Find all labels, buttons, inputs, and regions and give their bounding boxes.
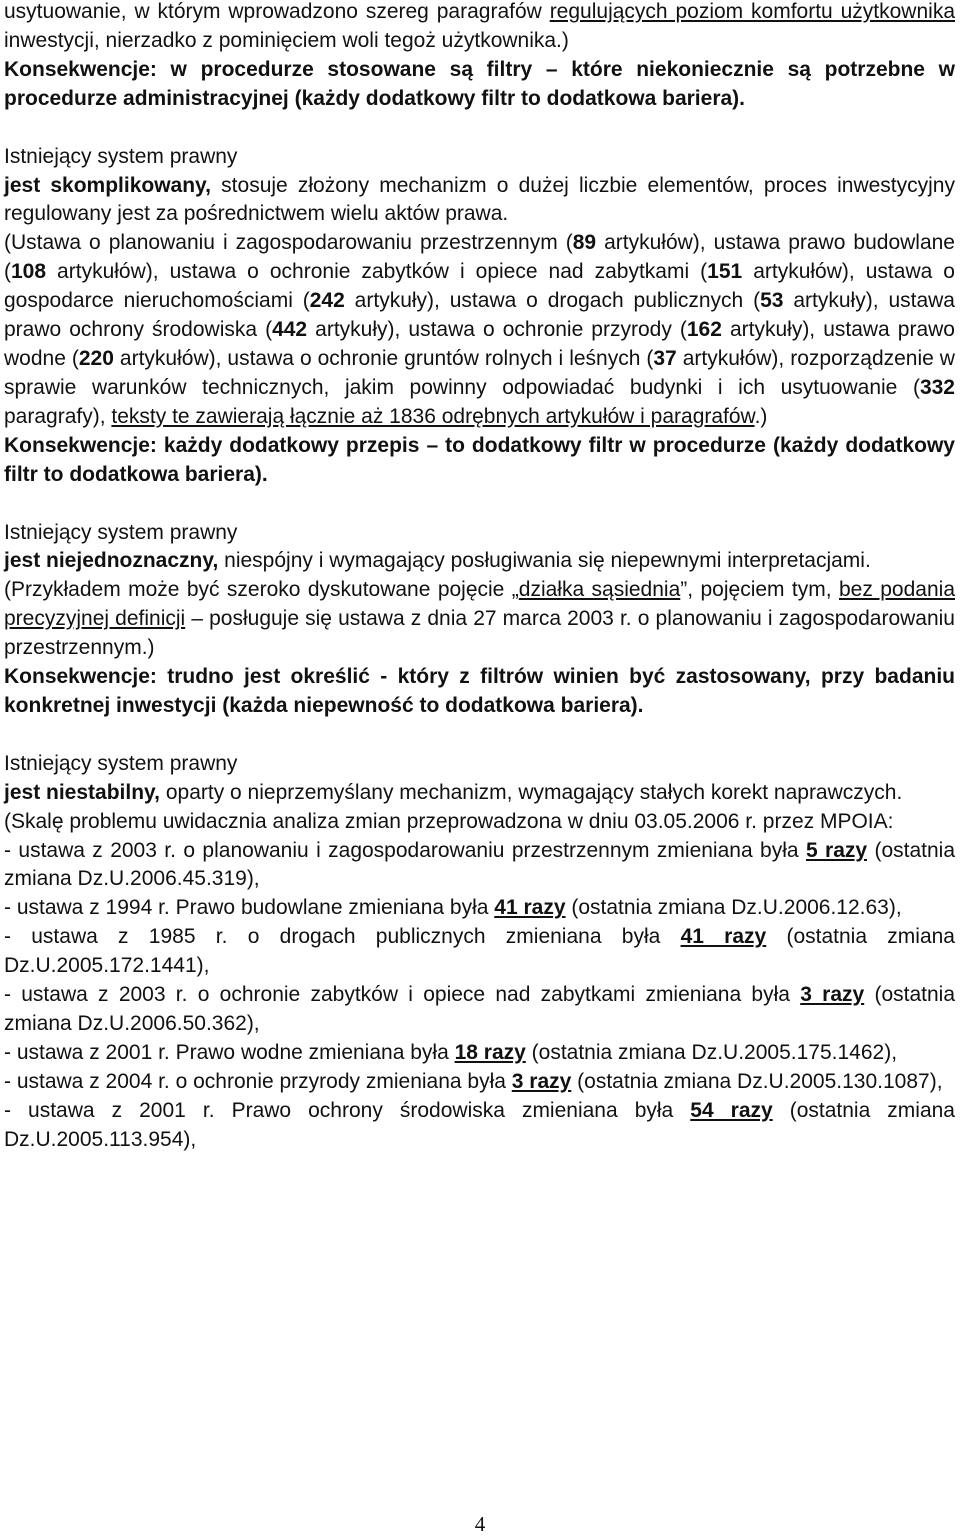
- text-run: usytuowanie, w którym wprowadzono szereg paragrafów: [4, 0, 550, 23]
- changes-list: [4, 837, 955, 1155]
- text-run: - ustawa z 2001 r. Prawo ochrony środowiska zmieniana była: [4, 1098, 691, 1122]
- acts-list: [4, 231, 955, 427]
- text-run: - ustawa z 1994 r. Prawo budowlane zmieniana była: [4, 896, 495, 920]
- article-count: 37: [653, 346, 677, 370]
- page-number: 4: [474, 1512, 486, 1536]
- section-heading-unstable: Istniejący system prawny: [4, 751, 238, 775]
- amendment-count: 3 razy: [511, 1069, 572, 1093]
- lead-rest: stosuje złożony mechanizm o dużej liczbie elementów, proces inwestycyjny regulowany jest za pośrednictwem wielu aktów prawa.: [4, 173, 955, 226]
- article-count: 162: [686, 318, 722, 342]
- article-count: 89: [572, 231, 597, 255]
- text-run: (Przykładem może być szeroko dyskutowane pojęcie „: [4, 578, 519, 602]
- intro-paragraph: [4, 0, 955, 56]
- act-item-unit: artykułów),: [742, 260, 866, 284]
- article-count: 442: [272, 318, 308, 342]
- act-item-unit: artykułów),: [46, 260, 170, 284]
- change-item: [4, 1097, 955, 1155]
- text-run: inwestycji, nierzadko z pominięciem woli tegoż użytkownika.): [4, 28, 569, 52]
- act-item-unit: artykułów),: [113, 346, 228, 370]
- text-run: .): [754, 404, 768, 428]
- change-item: [4, 1068, 955, 1097]
- amendment-count: 3 razy: [800, 983, 865, 1007]
- article-count: 151: [707, 260, 743, 284]
- act-item-unit: artykuły),: [783, 289, 889, 313]
- text-run: - ustawa z 2003 r. o planowaniu i zagospodarowaniu przestrzennym zmieniana była: [4, 838, 806, 862]
- underlined-phrase: bez podania precyzyjnej definicji: [4, 578, 955, 631]
- changes-intro: (Skalę problemu uwidacznia analiza zmian przeprowadzona w dniu 03.05.2006 r. przez MPOIA:: [4, 809, 894, 833]
- act-item-unit: paragrafy),: [4, 404, 112, 428]
- section-gap: [4, 721, 955, 750]
- amendment-count: 18 razy: [454, 1040, 526, 1064]
- consequence-3: Konsekwencje: trudno jest określić - który z filtrów winien być zastosowany, przy badaniu konkretnej inwestycji (każda niepewność to dodatkowa bariera).: [4, 665, 955, 717]
- act-item-unit: artykułów),: [676, 346, 791, 370]
- text-run: ”, pojęciem tym,: [680, 578, 839, 602]
- last-change: (ostatnia zmiana Dz.U.2006.12.63),: [565, 896, 902, 920]
- article-count: 108: [11, 260, 47, 284]
- act-item: ustawa o ochronie przyrody (: [408, 318, 687, 342]
- underlined-phrase: regulujących poziom komfortu użytkownika: [549, 0, 955, 23]
- last-change: (ostatnia zmiana Dz.U.2005.175.1462),: [525, 1040, 898, 1064]
- consequence-2: Konsekwencje: każdy dodatkowy przepis – to dodatkowy filtr w procedurze (każdy dodatkowy filtr to dodatkowa bariera).: [4, 433, 955, 486]
- example-paragraph: [4, 576, 955, 663]
- lead-ambiguous: [4, 547, 955, 576]
- last-change: (ostatnia zmiana Dz.U.2005.172.1441),: [4, 925, 955, 978]
- last-change: (ostatnia zmiana Dz.U.2006.50.362),: [4, 983, 956, 1035]
- act-item: rozporządzenie w sprawie warunków technicznych, jakim powinny odpowiadać budynki i ich usytuowanie (: [4, 346, 955, 399]
- act-item: ustawa prawo budowlane (: [4, 231, 955, 284]
- section-gap: [4, 114, 955, 143]
- amendment-count: 41 razy: [494, 896, 566, 920]
- text-run: - ustawa z 1985 r. o drogach publicznych zmieniana była: [4, 925, 681, 949]
- section-gap: [4, 490, 955, 519]
- text-run: - ustawa z 2004 r. o ochronie przyrody zmieniana była: [4, 1069, 512, 1093]
- lead-bold: jest niejednoznaczny,: [4, 549, 219, 573]
- change-item: [4, 894, 955, 923]
- last-change: (ostatnia zmiana Dz.U.2006.45.319),: [4, 838, 955, 891]
- section-heading-complex: Istniejący system prawny: [4, 144, 238, 168]
- lead-complex: [4, 172, 955, 230]
- act-item: ustawa prawo ochrony środowiska (: [4, 289, 955, 342]
- change-item: [4, 1039, 955, 1068]
- change-item: [4, 923, 955, 981]
- document-page: [4, 0, 955, 1155]
- underlined-term: działka sąsiednia: [518, 578, 681, 602]
- underlined-total: teksty te zawierają łącznie aż 1836 odrębnych artykułów i paragrafów: [111, 404, 755, 428]
- lead-rest: niespójny i wymagający posługiwania się niepewnymi interpretacjami.: [218, 549, 871, 573]
- act-item-unit: artykuły),: [721, 318, 824, 342]
- amendment-count: 5 razy: [805, 838, 868, 862]
- consequence-1: Konsekwencje: w procedurze stosowane są filtry – które niekoniecznie są potrzebne w procedurze administracyjnej (każdy dodatkowy filtr to dodatkowa bariera).: [4, 57, 955, 110]
- change-item: [4, 981, 955, 1039]
- act-item: ustawa o drogach publicznych (: [449, 289, 761, 313]
- lead-rest: oparty o nieprzemyślany mechanizm, wymagający stałych korekt naprawczych.: [160, 780, 903, 804]
- article-count: 53: [760, 289, 784, 313]
- article-count: 242: [309, 289, 345, 313]
- act-item: ustawa o ochronie zabytków i opiece nad zabytkami (: [169, 260, 708, 284]
- act-item-unit: artykułów),: [596, 231, 714, 255]
- text-run: - ustawa z 2001 r. Prawo wodne zmieniana była: [4, 1040, 455, 1064]
- lead-bold: jest skomplikowany,: [4, 173, 212, 197]
- last-change: (ostatnia zmiana Dz.U.2005.113.954),: [4, 1098, 955, 1151]
- last-change: (ostatnia zmiana Dz.U.2005.130.1087),: [571, 1069, 943, 1093]
- acts-paragraph: [4, 229, 955, 431]
- change-item: [4, 837, 955, 895]
- act-item: ustawa o ochronie gruntów rolnych i leśnych (: [227, 346, 654, 370]
- lead-bold: jest niestabilny,: [4, 780, 160, 804]
- amendment-count: 54 razy: [690, 1098, 773, 1122]
- section-heading-ambiguous: Istniejący system prawny: [4, 520, 238, 544]
- article-count: 332: [919, 375, 955, 399]
- article-count: 220: [78, 346, 114, 370]
- act-item: (Ustawa o planowaniu i zagospodarowaniu przestrzennym (: [4, 231, 573, 255]
- act-item: ustawa o gospodarce nieruchomościami (: [4, 260, 955, 313]
- lead-unstable: [4, 779, 955, 808]
- act-item-unit: artykuły),: [307, 318, 409, 342]
- amendment-count: 41 razy: [680, 925, 767, 949]
- text-run: – posługuje się ustawa z dnia 27 marca 2003 r. o planowaniu i zagospodarowaniu przestrzennym.): [4, 607, 955, 660]
- act-item-unit: artykuły),: [344, 289, 450, 313]
- text-run: - ustawa z 2003 r. o ochronie zabytków i opiece nad zabytkami zmieniana była: [4, 983, 801, 1007]
- act-item: ustawa prawo wodne (: [4, 318, 955, 370]
